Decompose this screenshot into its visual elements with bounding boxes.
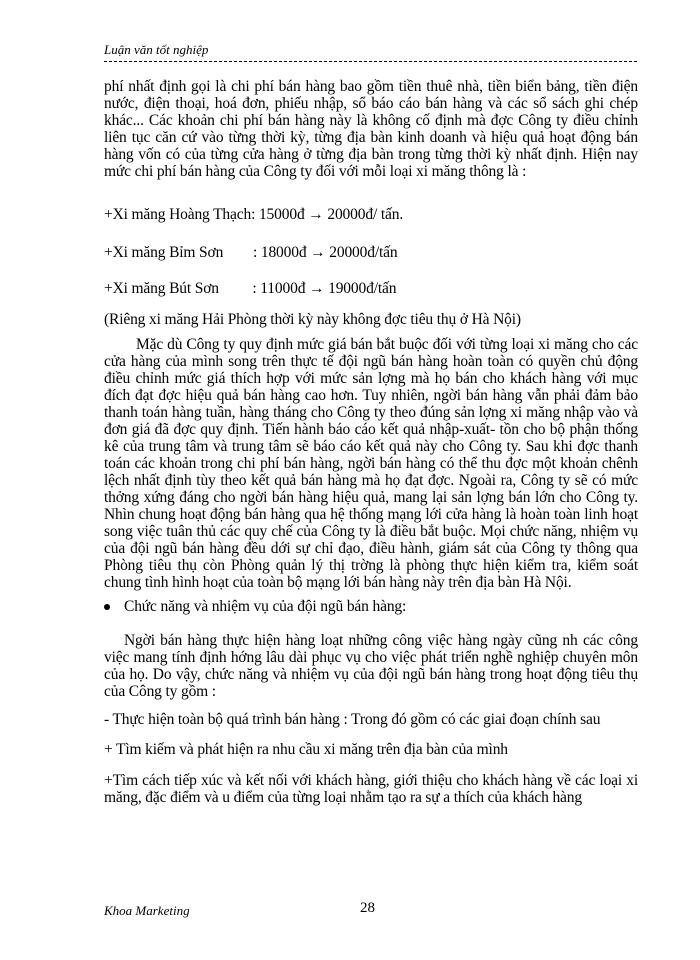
list-item-find-demand: + Tìm kiếm và phát hiện ra nhu cầu xi măng trên địa bàn của mình bbox=[104, 741, 508, 758]
header-rule bbox=[104, 61, 637, 62]
hai-phong-note: (Riêng xi măng Hải Phòng thời kỳ này không đợc tiêu thụ ở Hà Nội) bbox=[104, 311, 521, 328]
section-heading-functions: Chức năng và nhiệm vụ của đội ngũ bán hàng: bbox=[124, 598, 407, 615]
page-number: 28 bbox=[360, 900, 375, 916]
paragraph-cost-intro: phí nhất định gọi là chi phí bán hàng bao gồm tiền thuê nhà, tiền biển bảng, tiền điện nước, điện thoại, hoá đơn, phiếu nhập, sổ báo cáo bán hàng và các sổ sách ghi chép khác... Các khoản chi phí bán hàng này là không cố định mà đợc Công ty điều chỉnh liên tục căn cứ vào từng thời kỳ, từng địa bàn kinh doanh và hiệu quả hoạt động bán hàng vốn có của từng cửa hàng ở từng địa bàn trong từng thời kỳ nhất định. Hiện nay mức chi phí bán hàng của Công ty đối với mỗi loại xi măng thông là : bbox=[104, 78, 638, 180]
price-bim-son: +Xi măng Bỉm Sơn : 18000đ → 20000đ/tấn bbox=[104, 244, 398, 261]
running-header: Luận văn tốt nghiệp bbox=[104, 42, 209, 57]
list-item-sales-process: - Thực hiện toàn bộ quá trình bán hàng : Trong đó gồm có các giai đoạn chính sau bbox=[104, 711, 601, 728]
footer-department: Khoa Marketing bbox=[104, 903, 190, 918]
bullet-icon bbox=[104, 604, 110, 610]
paragraph-pricing-policy: Mặc dù Công ty quy định mức giá bán bắt buộc đối với từng loại xi măng cho các cửa hàng của mình song trên thực tế đội ngũ bán hàng hoàn toàn có quyền chủ động điều chỉnh mức giá thích hợp với mức sản lợng mà họ bán cho khách hàng với mục đích đạt đợc hiệu quả bán hàng cao hơn. Tuy nhiên, ngời bán hàng vẫn phải đảm bảo thanh toán hàng tuần, hàng tháng cho Công ty theo đúng sản lợng xi măng nhập vào và đơn giá đã đợc quy định. Tiến hành báo cáo kết quả nhập-xuất- tồn cho bộ phận thống kê của trung tâm và trung tâm sẽ báo cáo kết quả này cho Công ty. Sau khi đợc thanh toán các khoản trong chi phí bán hàng, ngời bán hàng có thể thu đợc một khoản chênh lệch nhất định tùy theo kết quả bán hàng mà họ đạt đợc. Ngoài ra, Công ty sẽ có mức thởng xứng đáng cho ngời bán hàng hiệu quả, mang lại sản lợng bán lớn cho Công ty. Nhìn chung hoạt động bán hàng qua hệ thống mạng lới cửa hàng là hoàn toàn linh hoạt song việc tuân thủ các quy chế của Công ty là điều bắt buộc. Mọi chức năng, nhiệm vụ của đội ngũ bán hàng đều dới sự chỉ đạo, điều hành, giám sát của Công ty thông qua Phòng tiêu thụ còn Phòng quản lý thị trờng là phòng thực hiện kiểm tra, kiểm soát chung tình hình hoạt của toàn bộ mạng lới bán hàng này trên địa bàn Hà Nội. bbox=[104, 336, 638, 591]
price-but-son: +Xi măng Bút Sơn : 11000đ → 19000đ/tấn bbox=[104, 280, 397, 297]
list-item-contact-customers: +Tìm cách tiếp xúc và kết nối với khách hàng, giới thiệu cho khách hàng về các loại xi măng, đặc điểm và u điểm của từng loại nhằm tạo ra sự a thích của khách hàng bbox=[104, 772, 638, 806]
price-hoang-thach: +Xi măng Hoàng Thạch: 15000đ → 20000đ/ tấn. bbox=[104, 206, 404, 223]
paragraph-functions-intro: Ngời bán hàng thực hiện hàng loạt những công việc hàng ngày cũng nh các công việc mang tính định hớng lâu dài phục vụ cho việc phát triển nghề nghiệp chuyên môn của họ. Do vậy, chức năng và nhiệm vụ của đội ngũ bán hàng trong hoạt động tiêu thụ của Công ty gồm : bbox=[104, 632, 638, 700]
